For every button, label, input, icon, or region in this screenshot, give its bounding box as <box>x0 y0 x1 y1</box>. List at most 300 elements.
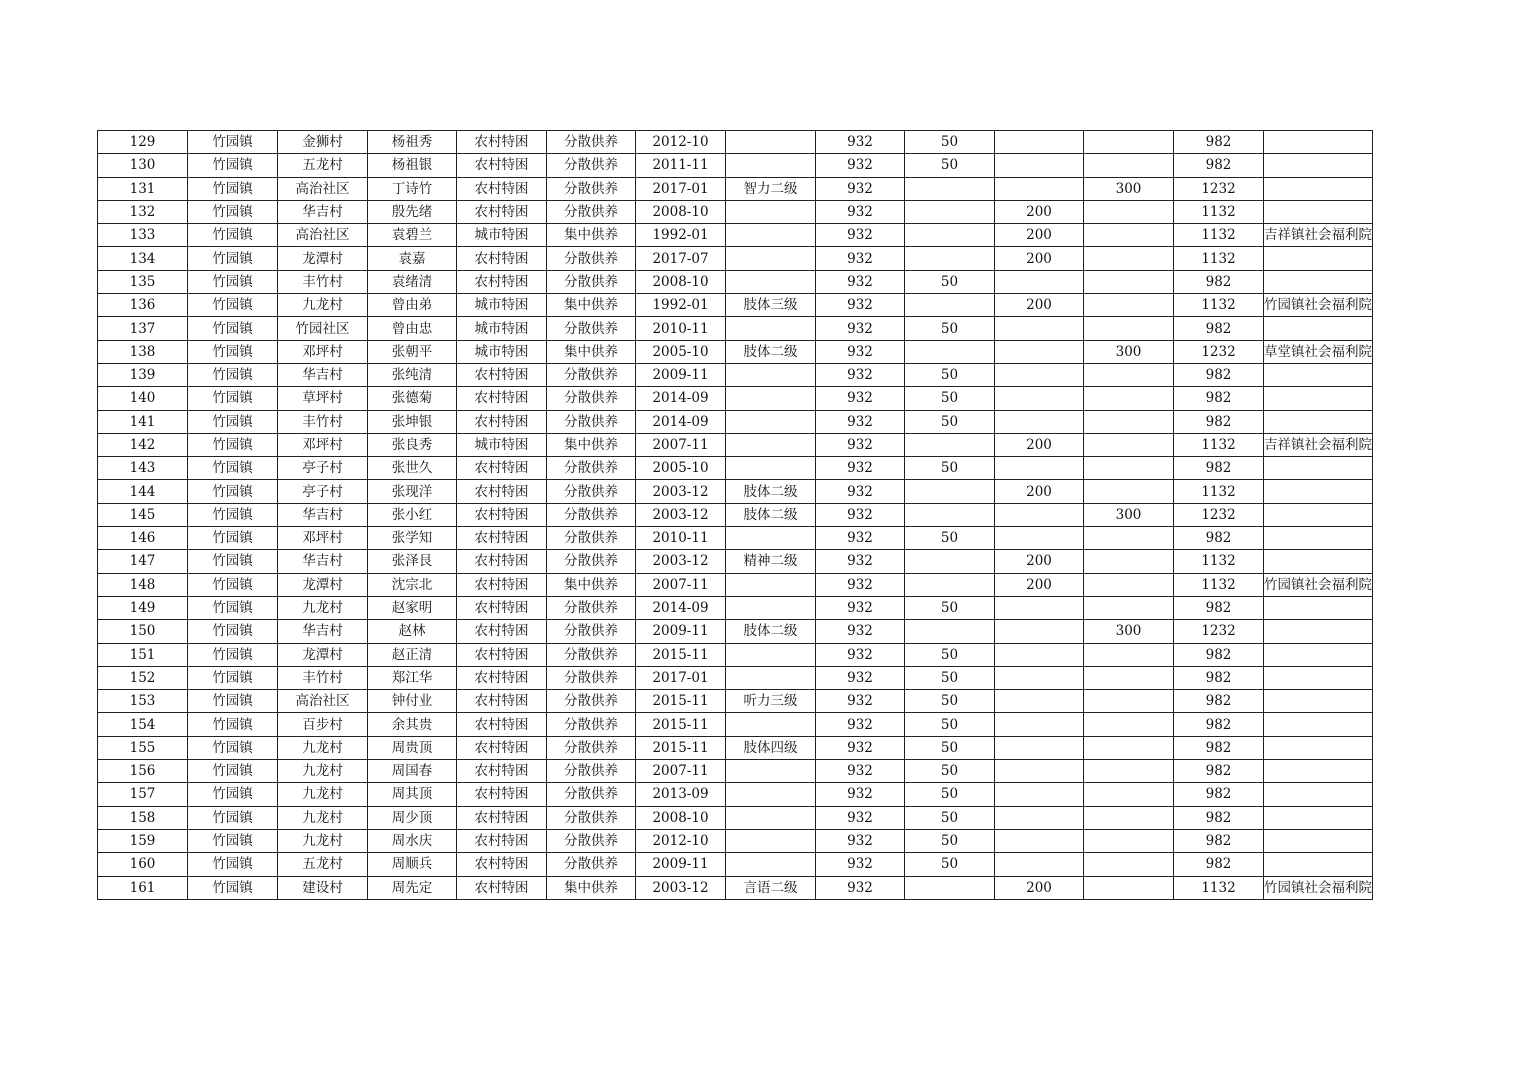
cell-category: 农村特困 <box>457 387 547 410</box>
cell-support-type: 分散供养 <box>547 829 636 852</box>
cell-village: 建设村 <box>278 876 368 899</box>
cell-total: 982 <box>1174 690 1264 713</box>
cell-institution <box>1264 620 1373 643</box>
table-row <box>98 527 1373 550</box>
cell-base-amount: 932 <box>816 783 905 806</box>
cell-name: 殷先绪 <box>368 200 457 223</box>
cell-name: 袁绪清 <box>368 270 457 293</box>
cell-disability: 肢体四级 <box>726 736 816 759</box>
cell-village: 龙潭村 <box>278 247 368 270</box>
cell-name: 袁嘉 <box>368 247 457 270</box>
cell-name: 袁碧兰 <box>368 224 457 247</box>
cell-category: 农村特困 <box>457 876 547 899</box>
table-row <box>98 154 1373 177</box>
cell-allowance-50: 50 <box>905 596 995 619</box>
cell-index: 139 <box>98 363 188 386</box>
cell-base-amount: 932 <box>816 760 905 783</box>
cell-allowance-300 <box>1084 713 1174 736</box>
cell-town: 竹园镇 <box>188 247 278 270</box>
cell-category: 城市特困 <box>457 340 547 363</box>
cell-index: 156 <box>98 760 188 783</box>
cell-town: 竹园镇 <box>188 340 278 363</box>
cell-name: 赵林 <box>368 620 457 643</box>
cell-allowance-200 <box>995 736 1084 759</box>
cell-allowance-50 <box>905 550 995 573</box>
cell-village: 九龙村 <box>278 294 368 317</box>
cell-date: 2017-01 <box>636 666 726 689</box>
cell-allowance-200 <box>995 829 1084 852</box>
cell-disability: 肢体二级 <box>726 620 816 643</box>
cell-category: 农村特困 <box>457 853 547 876</box>
cell-category: 农村特困 <box>457 363 547 386</box>
record-table <box>97 130 1373 900</box>
table-row <box>98 503 1373 526</box>
cell-index: 158 <box>98 806 188 829</box>
cell-category: 农村特困 <box>457 666 547 689</box>
cell-date: 2010-11 <box>636 317 726 340</box>
cell-support-type: 分散供养 <box>547 643 636 666</box>
cell-base-amount: 932 <box>816 457 905 480</box>
cell-name: 张泽艮 <box>368 550 457 573</box>
cell-total: 1132 <box>1174 433 1264 456</box>
cell-allowance-50: 50 <box>905 666 995 689</box>
cell-category: 农村特困 <box>457 503 547 526</box>
cell-allowance-200 <box>995 853 1084 876</box>
cell-institution <box>1264 760 1373 783</box>
cell-disability <box>726 433 816 456</box>
cell-total: 982 <box>1174 363 1264 386</box>
cell-allowance-300 <box>1084 457 1174 480</box>
cell-town: 竹园镇 <box>188 480 278 503</box>
cell-support-type: 分散供养 <box>547 363 636 386</box>
cell-total: 982 <box>1174 154 1264 177</box>
cell-support-type: 集中供养 <box>547 876 636 899</box>
cell-support-type: 分散供养 <box>547 713 636 736</box>
cell-allowance-200: 200 <box>995 480 1084 503</box>
cell-institution: 草堂镇社会福利院 <box>1264 340 1373 363</box>
cell-base-amount: 932 <box>816 829 905 852</box>
cell-name: 张良秀 <box>368 433 457 456</box>
cell-institution <box>1264 410 1373 433</box>
cell-village: 五龙村 <box>278 853 368 876</box>
cell-disability: 智力二级 <box>726 177 816 200</box>
cell-allowance-50: 50 <box>905 131 995 154</box>
cell-town: 竹园镇 <box>188 876 278 899</box>
cell-disability <box>726 154 816 177</box>
cell-institution <box>1264 177 1373 200</box>
cell-allowance-200 <box>995 131 1084 154</box>
cell-name: 沈宗北 <box>368 573 457 596</box>
cell-name: 周顺兵 <box>368 853 457 876</box>
cell-allowance-300 <box>1084 783 1174 806</box>
cell-index: 147 <box>98 550 188 573</box>
cell-town: 竹园镇 <box>188 550 278 573</box>
cell-village: 华吉村 <box>278 503 368 526</box>
cell-index: 150 <box>98 620 188 643</box>
cell-town: 竹园镇 <box>188 853 278 876</box>
cell-name: 赵正清 <box>368 643 457 666</box>
cell-institution <box>1264 666 1373 689</box>
cell-index: 149 <box>98 596 188 619</box>
cell-allowance-300 <box>1084 410 1174 433</box>
cell-support-type: 分散供养 <box>547 480 636 503</box>
cell-name: 周其顶 <box>368 783 457 806</box>
cell-date: 2014-09 <box>636 596 726 619</box>
table-row <box>98 457 1373 480</box>
cell-town: 竹园镇 <box>188 154 278 177</box>
cell-allowance-200 <box>995 783 1084 806</box>
cell-allowance-300 <box>1084 317 1174 340</box>
cell-date: 2012-10 <box>636 829 726 852</box>
cell-village: 九龙村 <box>278 806 368 829</box>
cell-allowance-50 <box>905 876 995 899</box>
cell-village: 邓坪村 <box>278 527 368 550</box>
cell-allowance-50 <box>905 503 995 526</box>
cell-support-type: 分散供养 <box>547 760 636 783</box>
cell-disability <box>726 806 816 829</box>
cell-allowance-200 <box>995 177 1084 200</box>
cell-allowance-300 <box>1084 643 1174 666</box>
cell-date: 2003-12 <box>636 876 726 899</box>
cell-allowance-200: 200 <box>995 433 1084 456</box>
table-row <box>98 620 1373 643</box>
cell-town: 竹园镇 <box>188 317 278 340</box>
cell-disability: 言语二级 <box>726 876 816 899</box>
cell-disability: 肢体三级 <box>726 294 816 317</box>
cell-disability <box>726 760 816 783</box>
cell-base-amount: 932 <box>816 736 905 759</box>
cell-allowance-200 <box>995 806 1084 829</box>
cell-institution <box>1264 317 1373 340</box>
cell-allowance-300 <box>1084 480 1174 503</box>
cell-index: 132 <box>98 200 188 223</box>
cell-name: 张学知 <box>368 527 457 550</box>
cell-support-type: 分散供养 <box>547 690 636 713</box>
table-row <box>98 666 1373 689</box>
cell-institution: 吉祥镇社会福利院 <box>1264 433 1373 456</box>
cell-date: 2015-11 <box>636 736 726 759</box>
cell-index: 143 <box>98 457 188 480</box>
cell-base-amount: 932 <box>816 433 905 456</box>
cell-allowance-200 <box>995 620 1084 643</box>
cell-base-amount: 932 <box>816 713 905 736</box>
cell-allowance-300 <box>1084 596 1174 619</box>
cell-allowance-50 <box>905 340 995 363</box>
table-row <box>98 713 1373 736</box>
cell-name: 张现洋 <box>368 480 457 503</box>
cell-name: 张小红 <box>368 503 457 526</box>
cell-index: 146 <box>98 527 188 550</box>
cell-allowance-200 <box>995 527 1084 550</box>
cell-index: 142 <box>98 433 188 456</box>
cell-village: 亭子村 <box>278 480 368 503</box>
table-row <box>98 480 1373 503</box>
cell-village: 百步村 <box>278 713 368 736</box>
cell-name: 张世久 <box>368 457 457 480</box>
cell-town: 竹园镇 <box>188 760 278 783</box>
cell-allowance-300 <box>1084 131 1174 154</box>
cell-date: 2014-09 <box>636 387 726 410</box>
cell-allowance-50: 50 <box>905 760 995 783</box>
cell-date: 2003-12 <box>636 503 726 526</box>
cell-allowance-300 <box>1084 363 1174 386</box>
table-row <box>98 596 1373 619</box>
cell-index: 157 <box>98 783 188 806</box>
cell-disability: 听力三级 <box>726 690 816 713</box>
cell-index: 160 <box>98 853 188 876</box>
cell-town: 竹园镇 <box>188 690 278 713</box>
cell-institution <box>1264 643 1373 666</box>
cell-base-amount: 932 <box>816 317 905 340</box>
table-row <box>98 433 1373 456</box>
cell-institution <box>1264 690 1373 713</box>
cell-village: 丰竹村 <box>278 410 368 433</box>
cell-date: 2013-09 <box>636 783 726 806</box>
cell-disability <box>726 317 816 340</box>
cell-category: 城市特困 <box>457 433 547 456</box>
cell-allowance-50: 50 <box>905 457 995 480</box>
cell-name: 杨祖秀 <box>368 131 457 154</box>
cell-village: 邓坪村 <box>278 340 368 363</box>
cell-date: 2017-01 <box>636 177 726 200</box>
cell-disability <box>726 270 816 293</box>
table-body <box>98 131 1373 900</box>
cell-total: 1232 <box>1174 620 1264 643</box>
cell-date: 2009-11 <box>636 853 726 876</box>
cell-disability <box>726 410 816 433</box>
cell-date: 2008-10 <box>636 270 726 293</box>
cell-base-amount: 932 <box>816 550 905 573</box>
cell-allowance-200 <box>995 666 1084 689</box>
cell-category: 农村特困 <box>457 736 547 759</box>
cell-category: 农村特困 <box>457 550 547 573</box>
cell-village: 华吉村 <box>278 363 368 386</box>
cell-village: 华吉村 <box>278 620 368 643</box>
cell-date: 2010-11 <box>636 527 726 550</box>
cell-category: 农村特困 <box>457 177 547 200</box>
cell-date: 2015-11 <box>636 713 726 736</box>
cell-town: 竹园镇 <box>188 527 278 550</box>
cell-name: 张纯清 <box>368 363 457 386</box>
cell-village: 邓坪村 <box>278 433 368 456</box>
cell-index: 151 <box>98 643 188 666</box>
cell-support-type: 分散供养 <box>547 783 636 806</box>
cell-name: 张德菊 <box>368 387 457 410</box>
cell-allowance-200 <box>995 154 1084 177</box>
cell-allowance-300 <box>1084 527 1174 550</box>
cell-allowance-200 <box>995 596 1084 619</box>
cell-town: 竹园镇 <box>188 620 278 643</box>
cell-date: 2008-10 <box>636 806 726 829</box>
cell-base-amount: 932 <box>816 596 905 619</box>
cell-town: 竹园镇 <box>188 457 278 480</box>
cell-index: 137 <box>98 317 188 340</box>
cell-support-type: 分散供养 <box>547 177 636 200</box>
cell-index: 153 <box>98 690 188 713</box>
cell-allowance-50: 50 <box>905 270 995 293</box>
cell-total: 1132 <box>1174 573 1264 596</box>
cell-village: 龙潭村 <box>278 573 368 596</box>
cell-allowance-50: 50 <box>905 690 995 713</box>
cell-date: 2007-11 <box>636 760 726 783</box>
cell-total: 1132 <box>1174 480 1264 503</box>
cell-village: 五龙村 <box>278 154 368 177</box>
cell-category: 农村特困 <box>457 760 547 783</box>
cell-allowance-200: 200 <box>995 200 1084 223</box>
cell-category: 农村特困 <box>457 713 547 736</box>
cell-date: 2005-10 <box>636 340 726 363</box>
cell-support-type: 分散供养 <box>547 596 636 619</box>
cell-allowance-50: 50 <box>905 806 995 829</box>
cell-institution <box>1264 387 1373 410</box>
cell-allowance-200 <box>995 363 1084 386</box>
cell-institution <box>1264 154 1373 177</box>
cell-allowance-200 <box>995 643 1084 666</box>
cell-name: 周水庆 <box>368 829 457 852</box>
cell-institution <box>1264 131 1373 154</box>
cell-allowance-50: 50 <box>905 643 995 666</box>
cell-town: 竹园镇 <box>188 294 278 317</box>
cell-allowance-300 <box>1084 550 1174 573</box>
cell-allowance-50: 50 <box>905 154 995 177</box>
cell-name: 周少顶 <box>368 806 457 829</box>
cell-base-amount: 932 <box>816 224 905 247</box>
cell-institution <box>1264 503 1373 526</box>
table-row <box>98 550 1373 573</box>
cell-institution: 吉祥镇社会福利院 <box>1264 224 1373 247</box>
cell-total: 982 <box>1174 806 1264 829</box>
cell-name: 周国春 <box>368 760 457 783</box>
cell-support-type: 集中供养 <box>547 433 636 456</box>
cell-allowance-200 <box>995 387 1084 410</box>
cell-disability <box>726 363 816 386</box>
cell-village: 华吉村 <box>278 550 368 573</box>
cell-town: 竹园镇 <box>188 363 278 386</box>
cell-category: 农村特困 <box>457 247 547 270</box>
cell-support-type: 分散供养 <box>547 131 636 154</box>
cell-total: 982 <box>1174 457 1264 480</box>
cell-date: 2003-12 <box>636 550 726 573</box>
cell-name: 周先定 <box>368 876 457 899</box>
cell-allowance-200 <box>995 270 1084 293</box>
cell-allowance-50: 50 <box>905 363 995 386</box>
cell-category: 农村特困 <box>457 573 547 596</box>
cell-support-type: 分散供养 <box>547 457 636 480</box>
cell-support-type: 分散供养 <box>547 503 636 526</box>
cell-total: 982 <box>1174 387 1264 410</box>
cell-category: 农村特困 <box>457 620 547 643</box>
cell-allowance-300: 300 <box>1084 177 1174 200</box>
cell-disability <box>726 457 816 480</box>
cell-institution <box>1264 550 1373 573</box>
cell-allowance-50 <box>905 177 995 200</box>
cell-village: 亭子村 <box>278 457 368 480</box>
cell-index: 148 <box>98 573 188 596</box>
cell-date: 2009-11 <box>636 620 726 643</box>
cell-support-type: 集中供养 <box>547 224 636 247</box>
cell-date: 2005-10 <box>636 457 726 480</box>
table-row <box>98 177 1373 200</box>
cell-town: 竹园镇 <box>188 783 278 806</box>
cell-allowance-200 <box>995 503 1084 526</box>
cell-date: 2017-07 <box>636 247 726 270</box>
cell-allowance-200 <box>995 340 1084 363</box>
table-row <box>98 247 1373 270</box>
cell-allowance-300 <box>1084 247 1174 270</box>
cell-base-amount: 932 <box>816 503 905 526</box>
cell-disability <box>726 829 816 852</box>
cell-category: 农村特困 <box>457 527 547 550</box>
cell-allowance-50: 50 <box>905 736 995 759</box>
cell-name: 杨祖银 <box>368 154 457 177</box>
cell-allowance-300 <box>1084 200 1174 223</box>
cell-village: 丰竹村 <box>278 666 368 689</box>
cell-category: 农村特困 <box>457 131 547 154</box>
cell-allowance-200 <box>995 690 1084 713</box>
cell-institution <box>1264 200 1373 223</box>
cell-disability: 肢体二级 <box>726 340 816 363</box>
table-row <box>98 573 1373 596</box>
cell-name: 钟付业 <box>368 690 457 713</box>
table-row <box>98 643 1373 666</box>
cell-allowance-300 <box>1084 853 1174 876</box>
cell-total: 982 <box>1174 596 1264 619</box>
cell-category: 农村特困 <box>457 596 547 619</box>
table-row <box>98 200 1373 223</box>
table-row <box>98 853 1373 876</box>
cell-total: 982 <box>1174 317 1264 340</box>
cell-town: 竹园镇 <box>188 829 278 852</box>
cell-date: 2003-12 <box>636 480 726 503</box>
cell-total: 982 <box>1174 736 1264 759</box>
table-row <box>98 270 1373 293</box>
cell-town: 竹园镇 <box>188 596 278 619</box>
cell-institution <box>1264 480 1373 503</box>
cell-allowance-200: 200 <box>995 573 1084 596</box>
cell-disability <box>726 247 816 270</box>
cell-base-amount: 932 <box>816 806 905 829</box>
cell-town: 竹园镇 <box>188 713 278 736</box>
cell-base-amount: 932 <box>816 363 905 386</box>
cell-total: 982 <box>1174 527 1264 550</box>
cell-allowance-50 <box>905 480 995 503</box>
cell-village: 龙潭村 <box>278 643 368 666</box>
cell-disability <box>726 783 816 806</box>
table-row <box>98 363 1373 386</box>
cell-support-type: 分散供养 <box>547 410 636 433</box>
cell-date: 2015-11 <box>636 643 726 666</box>
cell-allowance-50 <box>905 573 995 596</box>
cell-institution <box>1264 783 1373 806</box>
cell-institution <box>1264 596 1373 619</box>
cell-town: 竹园镇 <box>188 224 278 247</box>
cell-total: 982 <box>1174 270 1264 293</box>
cell-name: 赵家明 <box>368 596 457 619</box>
cell-support-type: 分散供养 <box>547 270 636 293</box>
cell-support-type: 分散供养 <box>547 550 636 573</box>
cell-category: 农村特困 <box>457 643 547 666</box>
cell-name: 曾由忠 <box>368 317 457 340</box>
cell-total: 1232 <box>1174 503 1264 526</box>
table-row <box>98 340 1373 363</box>
cell-allowance-50 <box>905 247 995 270</box>
cell-index: 144 <box>98 480 188 503</box>
cell-base-amount: 932 <box>816 690 905 713</box>
cell-institution <box>1264 247 1373 270</box>
cell-support-type: 集中供养 <box>547 573 636 596</box>
cell-date: 2011-11 <box>636 154 726 177</box>
cell-disability <box>726 666 816 689</box>
